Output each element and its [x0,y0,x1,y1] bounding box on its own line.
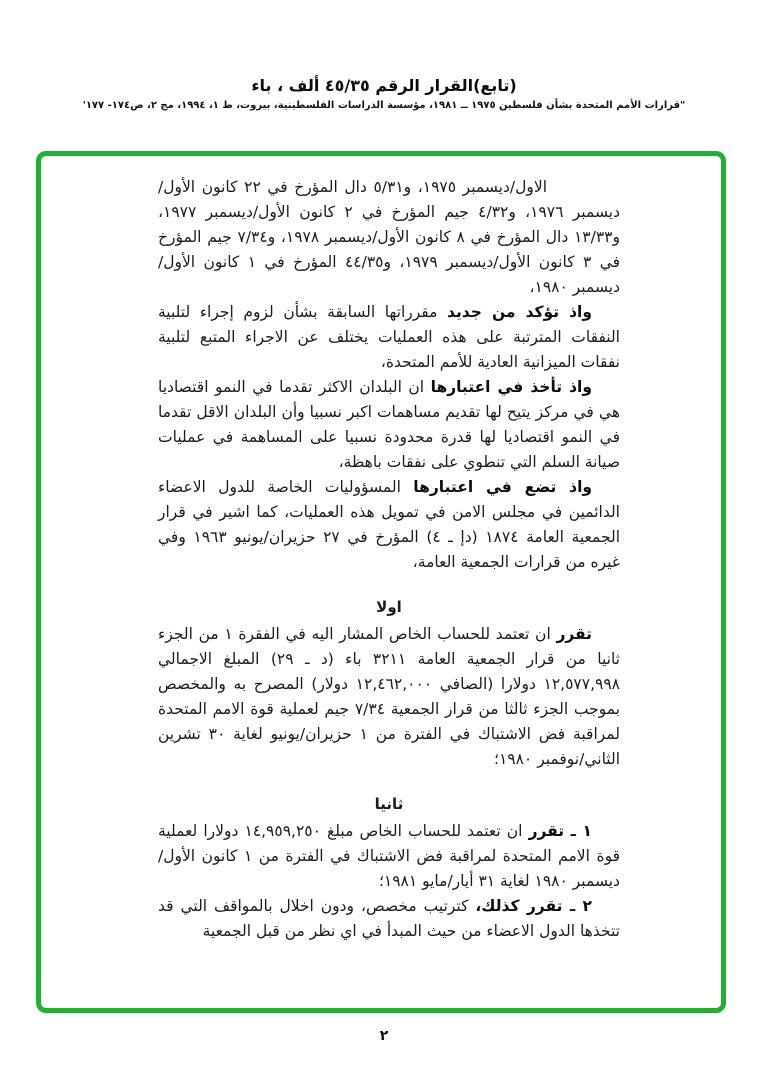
paragraph-text: ان تعتمد للحساب الخاص مبلغ ١٤,٩٥٩,٢٥٠ دولارا لعملية قوة الامم المتحدة لمراقبة فض الاشتباك في الفترة من ١ كانون الأول/ديسمبر ١٩٨٠ لغاية ٣١ أيار/مايو ١٩٨١؛ [158,822,620,890]
source-citation-line: "قرارات الأمم المتحدة بشأن فلسطين ١٩٧٥ ــ ١٩٨١، مؤسسة الدراسات الفلسطينية، بيروت، ط ١، ١٩٩٤، مج ٢، ص١٧٤- ١٧٧' [82,100,686,111]
paragraph-text: كترتيب مخصص، ودون اخلال بالمواقف التي قد تتخذها الدول الاعضاء من حيث المبدأ في اي نظر من قبل الجمعية [158,897,620,940]
preamble-paragraph [158,300,620,375]
preamble-paragraph [158,375,620,475]
paragraph-lead: واذ تأخذ في اعتبارها [430,378,592,396]
section-heading-second: ثانيا [374,795,404,813]
section-heading-first: اولا [376,598,402,616]
paragraph-lead: واذ تضع في اعتبارها [413,478,593,496]
paragraph-text: المسؤوليات الخاصة للدول الاعضاء الدائمين في مجلس الامن في تمويل هذه العمليات، كما اشير في قرار الجمعية العامة ١٨٧٤ (دإ ـ ٤) المؤرخ في ٢٧ حزيران/يونيو ١٩٦٣ وفي غيره من قرارات الجمعية العامة، [158,478,621,571]
paragraph-lead: ١ ـ تقرر [528,822,592,840]
operative-paragraph [158,622,620,772]
paragraph-lead: ٢ ـ تقرر كذلك، [475,897,592,915]
paragraph-lead: تقرر [556,625,592,643]
paragraph-text: ان تعتمد للحساب الخاص المشار اليه في الفقرة ١ من الجزء ثانيا من قرار الجمعية العامة ٣٢١١ باء (د ـ ٢٩) المبلغ الاجمالي ١٢,٥٧٧,٩٩٨ دولارا (الصافي ١٢,٤٦٢,٠٠٠ دولار) المصرح به والمخصص بموجب الجزء ثالثا من قرار الجمعية ٧/٣٤ جيم لعملية قوة الامم المتحدة لمراقبة فض الاشتباك في الفترة من ١ حزيران/يونيو لغاية ٣٠ تشرين الثاني/نوفمبر ١٩٨٠؛ [158,625,620,768]
paragraph-text: مقرراتها السابقة بشأن لزوم إجراء لتلبية النفقات المترتبة على هذه العمليات يختلف عن الاجراء المتبع لتلبية نفقات الميزانية العادية للأمم المتحدة، [158,303,620,371]
paragraph-lead: واذ تؤكد من جديد [447,303,593,321]
page-title: (تابع)القرار الرقم ٤٥/٣٥ ألف ، باء [251,76,517,95]
preamble-paragraph [158,475,620,575]
page-number: ٢ [379,1028,389,1044]
green-highlight-frame [36,151,726,1013]
operative-item [158,894,620,944]
paragraph-continuation: الاول/ديسمبر ١٩٧٥، و٥/٣١ دال المؤرخ في ٢٢ كانون الأول/ديسمبر ١٩٧٦، و٤/٣٢ جيم المؤرخ في ٢ كانون الأول/ديسمبر ١٩٧٧، و١٣/٣٣ دال المؤرخ في ٨ كانون الأول/ديسمبر ١٩٧٨، و٧/٣٤ جيم المؤرخ في ٣ كانون الأول/ديسمبر ١٩٧٩، و٤٤/٣٥ المؤرخ في ١ كانون الأول/ديسمبر ١٩٨٠، [158,178,621,296]
resolution-body [158,175,620,944]
paragraph-text: ان البلدان الاكثر تقدما في النمو اقتصاديا هي في مركز يتيح لها تقديم مساهمات اكبر نسبيا وأن البلدان الاقل تقدما في النمو اقتصاديا لها قدرة محدودة نسبيا على المساهمة في عمليات صيانة السلم التي تنطوي على نفقات باهظة، [158,378,620,471]
operative-item [158,819,620,894]
document-header [0,0,768,111]
